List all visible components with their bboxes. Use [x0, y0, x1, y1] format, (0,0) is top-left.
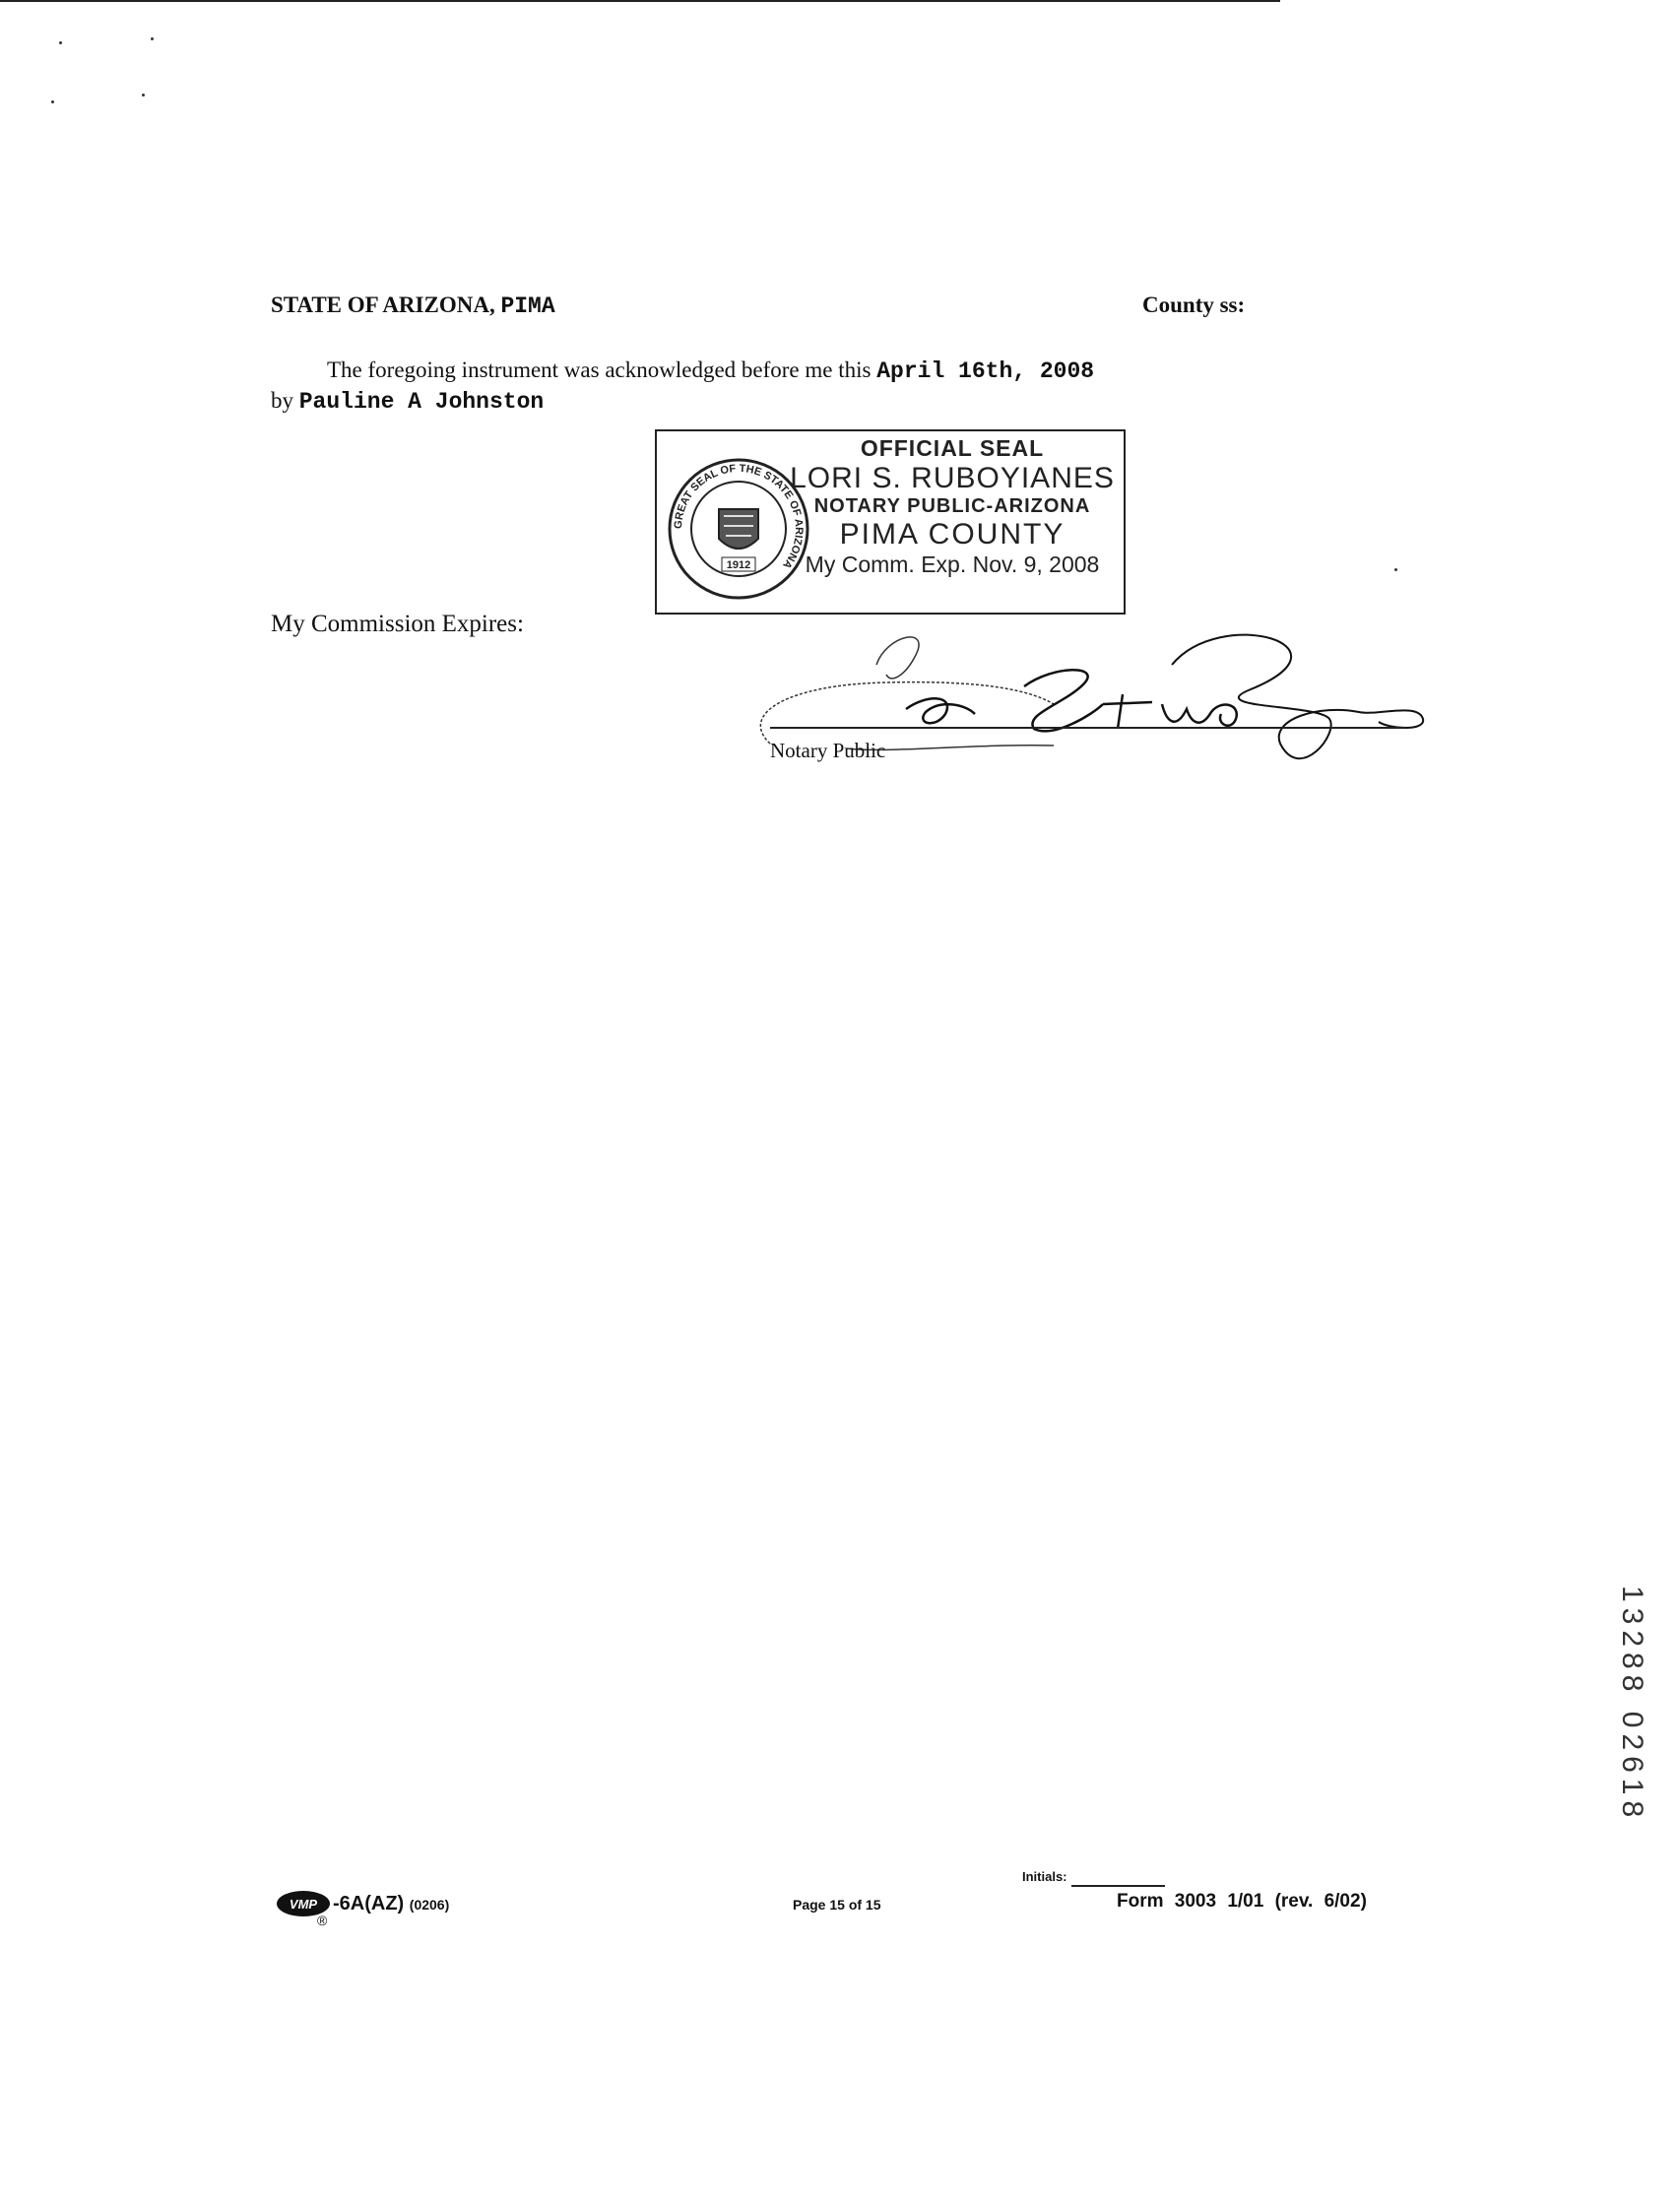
scan-speck	[51, 100, 54, 103]
recording-number-stamp	[1613, 1586, 1652, 1851]
seal-emblem-year: 1912	[726, 559, 751, 571]
seal-notary-name: LORI S. RUBOYIANES	[790, 462, 1115, 494]
by-label: by	[271, 388, 293, 413]
page-number: Page 15 of 15	[793, 1897, 881, 1913]
acknowledgment-date: April 16th, 2008	[876, 358, 1095, 384]
vmp-logo-text: VMP	[289, 1897, 318, 1912]
county-ss-label: County ss:	[1142, 292, 1246, 317]
acknowledged-by-line	[271, 388, 544, 415]
signature-line	[770, 727, 1405, 729]
seal-county: PIMA COUNTY	[839, 518, 1066, 551]
scan-speck	[1394, 568, 1397, 571]
initials-label: Initials:	[1022, 1869, 1067, 1884]
commission-expires-label: My Commission Expires:	[271, 611, 524, 637]
notary-seal-stamp	[655, 429, 1126, 615]
signer-name: Pauline A Johnston	[298, 389, 545, 415]
scan-speck	[59, 41, 62, 44]
venue-state	[271, 292, 555, 319]
acknowledgment-line	[327, 357, 1094, 384]
seal-notary-role: NOTARY PUBLIC-ARIZONA	[813, 495, 1091, 517]
seal-title: OFFICIAL SEAL	[860, 435, 1045, 461]
seal-expiration: My Comm. Exp. Nov. 9, 2008	[805, 552, 1100, 577]
form-identifier: Form 3003 1/01 (rev. 6/02)	[1117, 1891, 1367, 1912]
seal-text-block	[785, 435, 1120, 578]
acknowledgment-text: The foregoing instrument was acknowledged before me this	[327, 357, 872, 382]
scan-speck	[142, 94, 145, 97]
form-code-suffix: (0206)	[409, 1897, 450, 1913]
registered-mark-icon: ®	[317, 1913, 328, 1928]
notary-public-label: Notary Public	[770, 739, 886, 762]
seal-emblem-text: GREAT SEAL OF THE STATE OF ARIZONA	[672, 462, 806, 571]
county-name: PIMA	[500, 293, 555, 319]
footer-form-code	[333, 1893, 449, 1915]
scan-speck	[151, 37, 154, 40]
form-code: -6A(AZ)	[333, 1893, 405, 1914]
scan-top-edge	[0, 0, 1280, 2]
initials-line	[1071, 1885, 1165, 1887]
recording-number: 13288 02618	[1616, 1586, 1648, 1824]
state-label: STATE OF ARIZONA,	[271, 292, 495, 317]
